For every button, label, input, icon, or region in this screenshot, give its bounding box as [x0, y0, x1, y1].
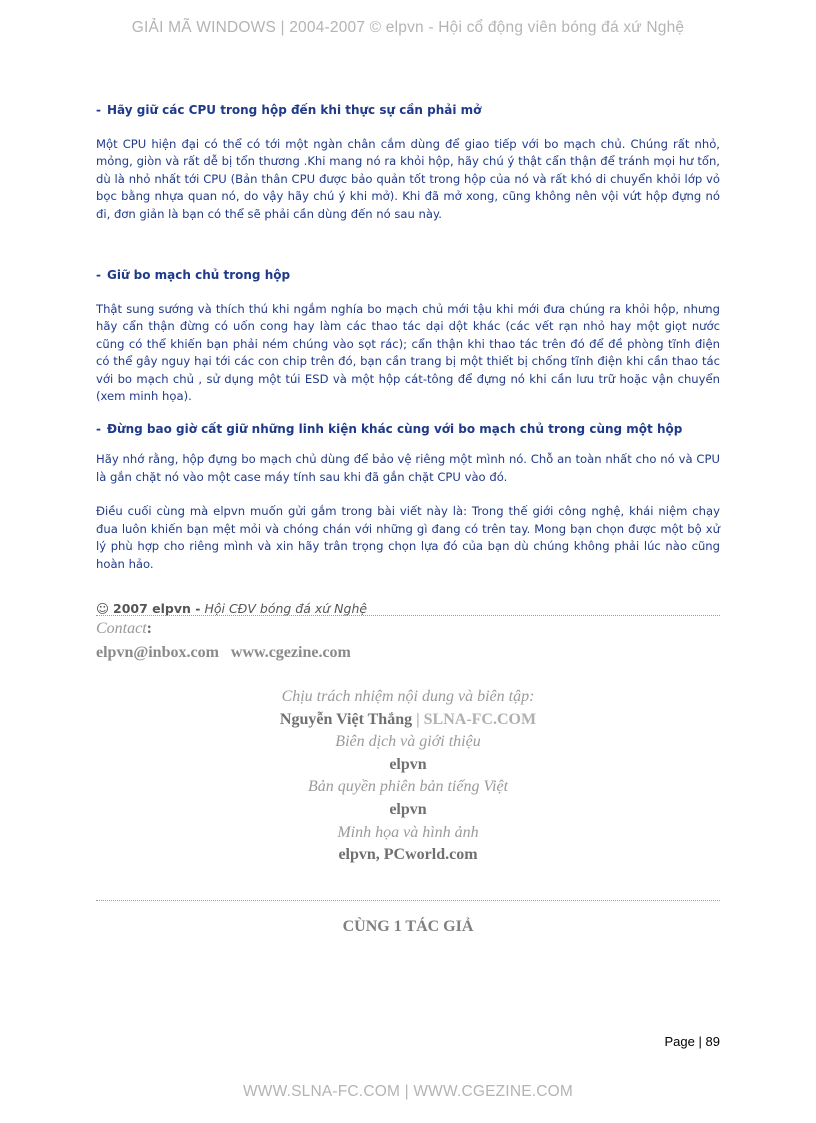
- section-heading-cpu: - Hãy giữ các CPU trong hộp đến khi thực sự cần phải mở: [96, 103, 482, 117]
- contact-site-link[interactable]: www.cgezine.com: [230, 644, 351, 661]
- article-body: [96, 100, 720, 632]
- credit-role-illustration: Minh họa và hình ảnh: [337, 823, 479, 841]
- credit-editor-line: [96, 709, 720, 732]
- credit-separator: |: [416, 710, 420, 728]
- section-heading-motherboard: - Giữ bo mạch chủ trong hộp: [96, 268, 291, 283]
- divider-bottom: [96, 900, 720, 901]
- copyright-org: Hội CĐV bóng đá xứ Nghệ: [204, 601, 368, 617]
- paragraph-cpu: Một CPU hiện đại có thể có tới một ngàn chân cắm dùng để giao tiếp với bo mạch chủ. Chúng rất nhỏ, mỏng, giòn và rất dễ bị tổn thương .Khi mang nó ra khỏi hộp, hãy chú ý thật cẩn thận để tránh mọi hư tổn, dù là nhỏ nhất tới CPU (Bản thân CPU được bảo quản tốt trong hộp của nó và rất khó di chuyển khỏi lớp vỏ bọc bằng nhựa quan nó, do vậy hãy chú ý khi mở). Khi đã mở xong, cũng không nên vội vứt hộp đựng nó đi, đơn giản là bạn có thể sẽ phải cần dùng đến nó sau này.: [96, 137, 720, 221]
- copyright-line: [96, 599, 720, 619]
- credit-translator-name: elpvn: [389, 755, 427, 773]
- credit-copyright-name: elpvn: [389, 800, 427, 818]
- contact-values: [96, 644, 351, 662]
- divider-top: [96, 615, 720, 616]
- credit-illustration-name: elpvn, PCworld.com: [338, 846, 478, 864]
- credit-editor-site: SLNA-FC.COM: [423, 710, 537, 728]
- credit-role-translator: Biên dịch và giới thiệu: [335, 733, 481, 751]
- credits-block: [96, 686, 720, 867]
- credit-editor-name: Nguyễn Việt Thắng: [279, 710, 413, 728]
- section-heading-components: - Đừng bao giờ cất giữ những linh kiện khác cùng với bo mạch chủ trong cùng một hộp: [96, 422, 683, 437]
- credit-role-editor: Chịu trách nhiệm nội dung và biên tập:: [281, 688, 535, 705]
- paragraph-conclusion: Điều cuối cùng mà elpvn muốn gửi gắm trong bài viết này là: Trong thế giới công nghệ, khái niệm chạy đua luôn khiến bạn mệt mỏi và chóng chán với những gì đang có trên tay. Mong bạn chọn được một bộ xử lý phù hợp cho riêng mình và xin hãy trân trọng chọn lựa đó của bạn dù chúng không phải lúc nào cũng hoàn hảo.: [96, 504, 720, 571]
- contact-email-link[interactable]: elpvn@inbox.com: [96, 644, 219, 661]
- contact-label: Contact:: [96, 620, 152, 637]
- smiley-icon: ☺: [96, 601, 110, 617]
- paragraph-components: Hãy nhớ rằng, hộp đựng bo mạch chủ dùng để bảo vệ riêng một mình nó. Chỗ an toàn nhất cho nó và CPU là gắn chặt nó vào một case máy tính sau khi đã gắn chặt CPU vào đó.: [96, 452, 720, 484]
- copyright-year-author: 2007 elpvn -: [113, 601, 201, 617]
- page-header: GIẢI MÃ WINDOWS | 2004-2007 © elpvn - Hội cổ động viên bóng đá xứ Nghệ: [131, 19, 685, 36]
- page-number: Page | 89: [664, 1034, 720, 1049]
- paragraph-motherboard: Thật sung sướng và thích thú khi ngắm nghía bo mạch chủ mới tậu khi mới đưa chúng ra khỏi hộp, nhưng hãy cẩn thận đừng có uốn cong hay làm các thao tác dại dột khác (các vết rạn nhỏ hay một giọt nước cũng có thể khiến bạn phải ném chúng vào sọt rác); cẩn thận khi thao tác trên đó để đề phòng tĩnh điện có thể gây nguy hại tới các con chip trên đó, bạn cần trang bị một thiết bị chống tĩnh điện khi cần thao tác với bo mạch chủ , sử dụng một túi ESD và một hộp cát-tông để đựng nó khi cần lưu trữ hoặc vận chuyển (xem minh họa).: [96, 302, 720, 404]
- page-footer: WWW.SLNA-FC.COM | WWW.CGEZINE.COM: [242, 1083, 574, 1100]
- credit-role-copyright: Bản quyền phiên bản tiếng Việt: [307, 778, 509, 796]
- same-author-heading: CÙNG 1 TÁC GIẢ: [342, 918, 474, 935]
